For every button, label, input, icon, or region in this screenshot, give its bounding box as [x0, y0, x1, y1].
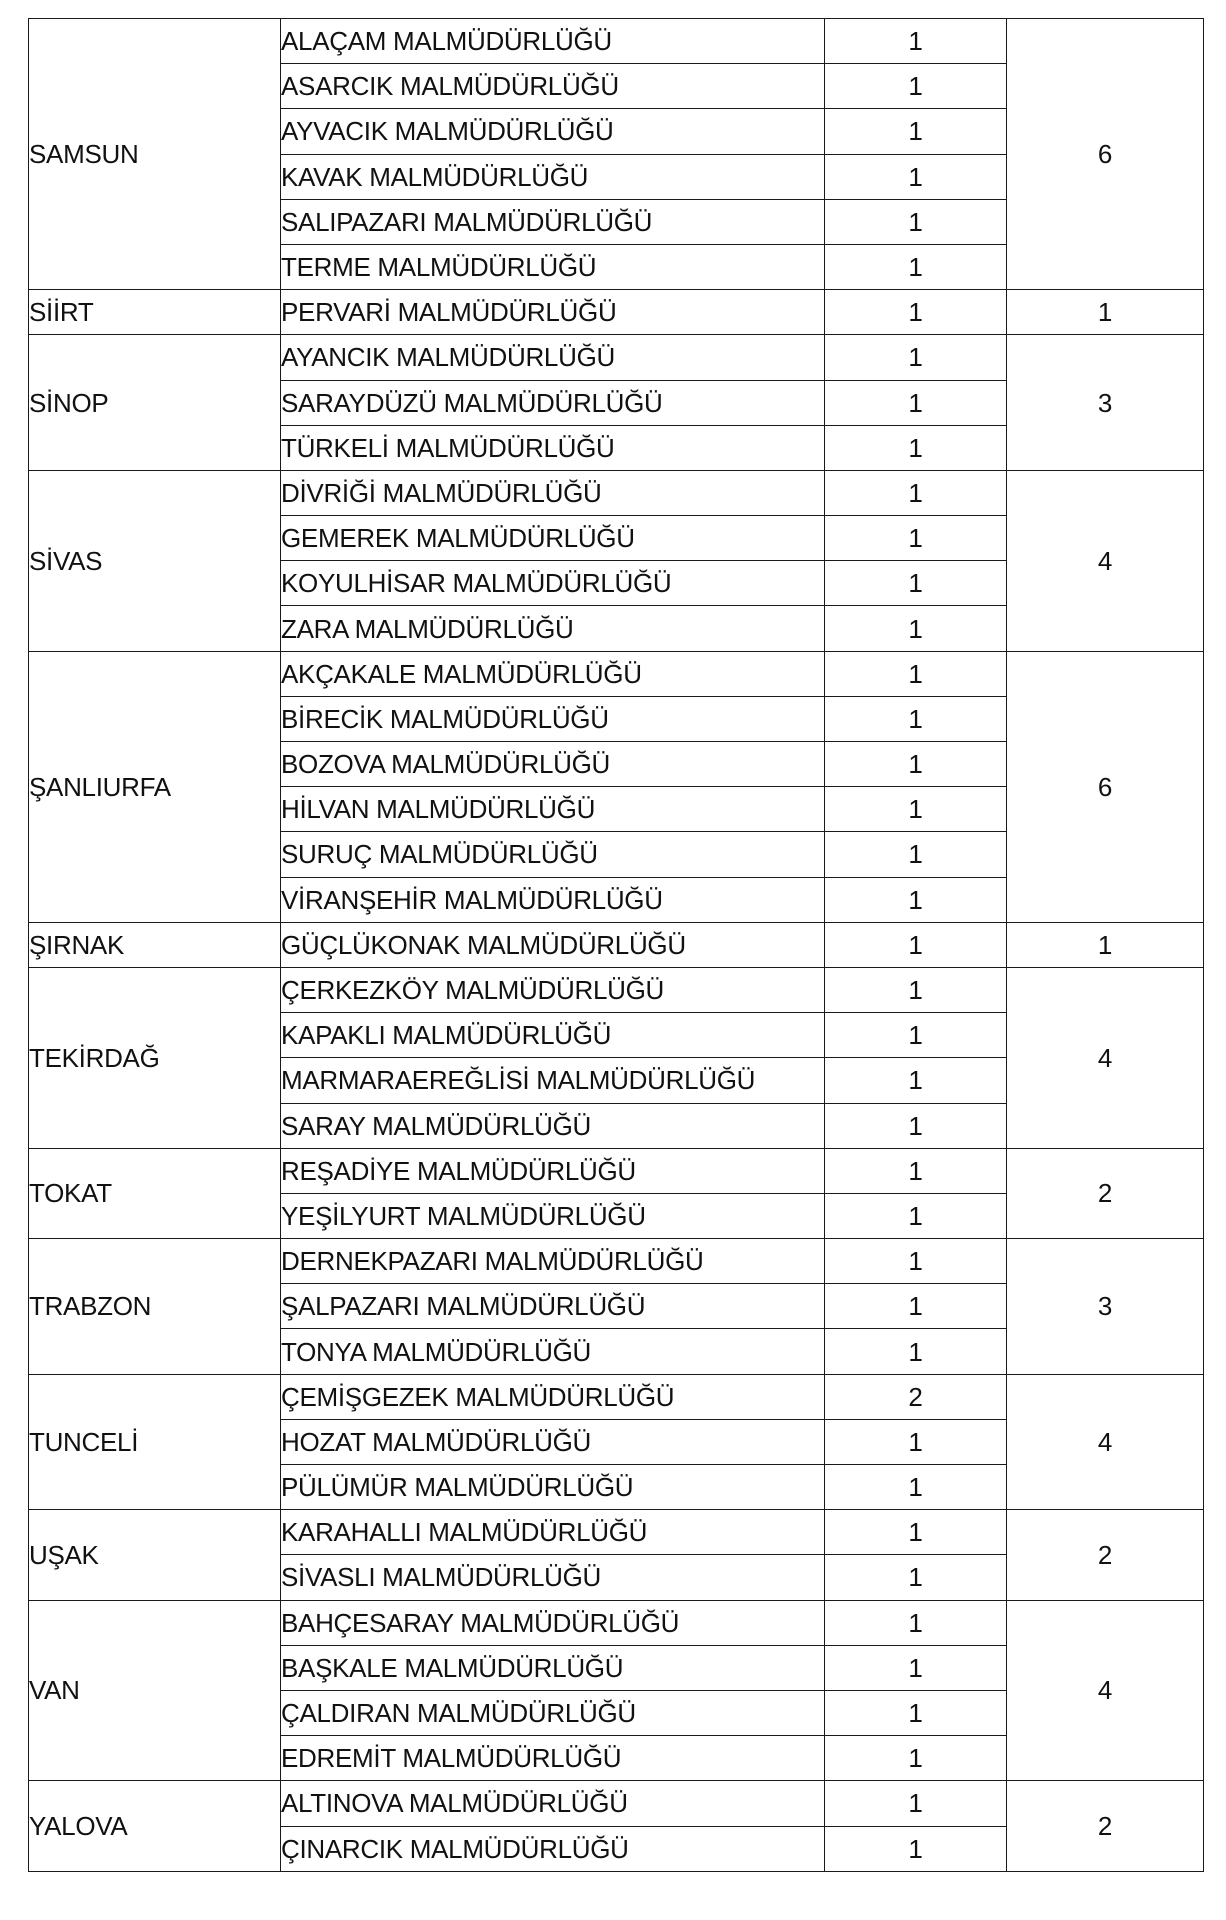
office-count-cell: 1: [825, 561, 1007, 606]
table-row: [29, 922, 1204, 967]
province-total-cell: 1: [1007, 290, 1204, 335]
office-name-cell: BAŞKALE MALMÜDÜRLÜĞÜ: [281, 1645, 825, 1690]
province-total-cell: 4: [1007, 1374, 1204, 1510]
office-name-cell: ALAÇAM MALMÜDÜRLÜĞÜ: [281, 19, 825, 64]
province-cell: TRABZON: [29, 1239, 281, 1375]
office-count-cell: 1: [825, 1465, 1007, 1510]
office-count-cell: 1: [825, 1284, 1007, 1329]
province-cell: SİVAS: [29, 470, 281, 651]
office-name-cell: DİVRİĞİ MALMÜDÜRLÜĞÜ: [281, 470, 825, 515]
office-name-cell: ASARCIK MALMÜDÜRLÜĞÜ: [281, 64, 825, 109]
office-count-cell: 1: [825, 470, 1007, 515]
office-count-cell: 1: [825, 425, 1007, 470]
table-row: [29, 470, 1204, 515]
province-total-cell: 3: [1007, 1239, 1204, 1375]
office-count-cell: 1: [825, 651, 1007, 696]
office-count-cell: 1: [825, 1148, 1007, 1193]
office-name-cell: KARAHALLI MALMÜDÜRLÜĞÜ: [281, 1510, 825, 1555]
office-count-cell: 1: [825, 1103, 1007, 1148]
office-name-cell: SARAYDÜZÜ MALMÜDÜRLÜĞÜ: [281, 380, 825, 425]
office-count-cell: 1: [825, 877, 1007, 922]
office-name-cell: ÇEMİŞGEZEK MALMÜDÜRLÜĞÜ: [281, 1374, 825, 1419]
province-cell: UŞAK: [29, 1510, 281, 1600]
office-name-cell: MARMARAEREĞLİSİ MALMÜDÜRLÜĞÜ: [281, 1058, 825, 1103]
office-count-cell: 2: [825, 1374, 1007, 1419]
office-count-cell: 1: [825, 64, 1007, 109]
office-count-cell: 1: [825, 1690, 1007, 1735]
office-count-cell: 1: [825, 1329, 1007, 1374]
office-name-cell: SARAY MALMÜDÜRLÜĞÜ: [281, 1103, 825, 1148]
table-row: [29, 19, 1204, 64]
office-name-cell: VİRANŞEHİR MALMÜDÜRLÜĞÜ: [281, 877, 825, 922]
office-count-cell: 1: [825, 1239, 1007, 1284]
office-name-cell: GÜÇLÜKONAK MALMÜDÜRLÜĞÜ: [281, 922, 825, 967]
province-cell: TEKİRDAĞ: [29, 967, 281, 1148]
office-name-cell: ALTINOVA MALMÜDÜRLÜĞÜ: [281, 1781, 825, 1826]
office-name-cell: KOYULHİSAR MALMÜDÜRLÜĞÜ: [281, 561, 825, 606]
office-name-cell: ZARA MALMÜDÜRLÜĞÜ: [281, 606, 825, 651]
province-total-cell: 6: [1007, 651, 1204, 922]
office-name-cell: BAHÇESARAY MALMÜDÜRLÜĞÜ: [281, 1600, 825, 1645]
table-row: [29, 1510, 1204, 1555]
office-name-cell: AYANCIK MALMÜDÜRLÜĞÜ: [281, 335, 825, 380]
office-name-cell: BOZOVA MALMÜDÜRLÜĞÜ: [281, 742, 825, 787]
document-page: [28, 18, 1204, 1872]
province-total-cell: 4: [1007, 967, 1204, 1148]
office-name-cell: KAPAKLI MALMÜDÜRLÜĞÜ: [281, 1013, 825, 1058]
office-name-cell: ÇALDIRAN MALMÜDÜRLÜĞÜ: [281, 1690, 825, 1735]
table-row: [29, 335, 1204, 380]
office-name-cell: ÇERKEZKÖY MALMÜDÜRLÜĞÜ: [281, 967, 825, 1012]
province-cell: TOKAT: [29, 1148, 281, 1238]
office-count-cell: 1: [825, 787, 1007, 832]
table-row: [29, 651, 1204, 696]
office-name-cell: EDREMİT MALMÜDÜRLÜĞÜ: [281, 1736, 825, 1781]
office-name-cell: ÇINARCIK MALMÜDÜRLÜĞÜ: [281, 1826, 825, 1871]
office-count-cell: 1: [825, 742, 1007, 787]
office-count-cell: 1: [825, 1645, 1007, 1690]
office-name-cell: SALIPAZARI MALMÜDÜRLÜĞÜ: [281, 199, 825, 244]
table-row: [29, 1148, 1204, 1193]
province-cell: SİİRT: [29, 290, 281, 335]
office-name-cell: SURUÇ MALMÜDÜRLÜĞÜ: [281, 832, 825, 877]
office-name-cell: GEMEREK MALMÜDÜRLÜĞÜ: [281, 516, 825, 561]
table-row: [29, 967, 1204, 1012]
province-cell: VAN: [29, 1600, 281, 1781]
office-count-cell: 1: [825, 606, 1007, 651]
office-name-cell: SİVASLI MALMÜDÜRLÜĞÜ: [281, 1555, 825, 1600]
province-total-cell: 6: [1007, 19, 1204, 290]
office-name-cell: AYVACIK MALMÜDÜRLÜĞÜ: [281, 109, 825, 154]
office-count-cell: 1: [825, 1600, 1007, 1645]
office-name-cell: HOZAT MALMÜDÜRLÜĞÜ: [281, 1419, 825, 1464]
province-total-cell: 4: [1007, 1600, 1204, 1781]
office-count-cell: 1: [825, 1826, 1007, 1871]
office-count-cell: 1: [825, 19, 1007, 64]
table-row: [29, 290, 1204, 335]
office-count-cell: 1: [825, 1781, 1007, 1826]
office-name-cell: AKÇAKALE MALMÜDÜRLÜĞÜ: [281, 651, 825, 696]
province-cell: SAMSUN: [29, 19, 281, 290]
office-count-cell: 1: [825, 199, 1007, 244]
province-cell: ŞIRNAK: [29, 922, 281, 967]
office-count-cell: 1: [825, 109, 1007, 154]
office-count-cell: 1: [825, 380, 1007, 425]
province-cell: SİNOP: [29, 335, 281, 471]
office-count-cell: 1: [825, 516, 1007, 561]
office-count-cell: 1: [825, 154, 1007, 199]
table-row: [29, 1600, 1204, 1645]
office-name-cell: DERNEKPAZARI MALMÜDÜRLÜĞÜ: [281, 1239, 825, 1284]
office-count-cell: 1: [825, 832, 1007, 877]
office-count-cell: 1: [825, 1736, 1007, 1781]
province-total-cell: 2: [1007, 1781, 1204, 1871]
office-name-cell: TONYA MALMÜDÜRLÜĞÜ: [281, 1329, 825, 1374]
office-count-cell: 1: [825, 290, 1007, 335]
table-row: [29, 1374, 1204, 1419]
province-total-cell: 3: [1007, 335, 1204, 471]
office-count-cell: 1: [825, 1555, 1007, 1600]
office-count-cell: 1: [825, 922, 1007, 967]
office-name-cell: KAVAK MALMÜDÜRLÜĞÜ: [281, 154, 825, 199]
province-total-cell: 1: [1007, 922, 1204, 967]
province-total-cell: 2: [1007, 1148, 1204, 1238]
office-count-cell: 1: [825, 1013, 1007, 1058]
office-count-cell: 1: [825, 1058, 1007, 1103]
province-total-cell: 2: [1007, 1510, 1204, 1600]
office-name-cell: PÜLÜMÜR MALMÜDÜRLÜĞÜ: [281, 1465, 825, 1510]
office-count-cell: 1: [825, 967, 1007, 1012]
office-count-cell: 1: [825, 696, 1007, 741]
office-count-cell: 1: [825, 335, 1007, 380]
office-staff-table: [28, 18, 1204, 1872]
province-total-cell: 4: [1007, 470, 1204, 651]
province-cell: ŞANLIURFA: [29, 651, 281, 922]
table-row: [29, 1781, 1204, 1826]
office-count-cell: 1: [825, 1193, 1007, 1238]
office-name-cell: TÜRKELİ MALMÜDÜRLÜĞÜ: [281, 425, 825, 470]
office-count-cell: 1: [825, 244, 1007, 289]
office-count-cell: 1: [825, 1419, 1007, 1464]
table-row: [29, 1239, 1204, 1284]
office-name-cell: REŞADİYE MALMÜDÜRLÜĞÜ: [281, 1148, 825, 1193]
province-cell: TUNCELİ: [29, 1374, 281, 1510]
office-name-cell: BİRECİK MALMÜDÜRLÜĞÜ: [281, 696, 825, 741]
office-count-cell: 1: [825, 1510, 1007, 1555]
office-name-cell: HİLVAN MALMÜDÜRLÜĞÜ: [281, 787, 825, 832]
office-name-cell: TERME MALMÜDÜRLÜĞÜ: [281, 244, 825, 289]
province-cell: YALOVA: [29, 1781, 281, 1871]
office-name-cell: YEŞİLYURT MALMÜDÜRLÜĞÜ: [281, 1193, 825, 1238]
table-body: [29, 19, 1204, 1872]
office-name-cell: ŞALPAZARI MALMÜDÜRLÜĞÜ: [281, 1284, 825, 1329]
office-name-cell: PERVARİ MALMÜDÜRLÜĞÜ: [281, 290, 825, 335]
